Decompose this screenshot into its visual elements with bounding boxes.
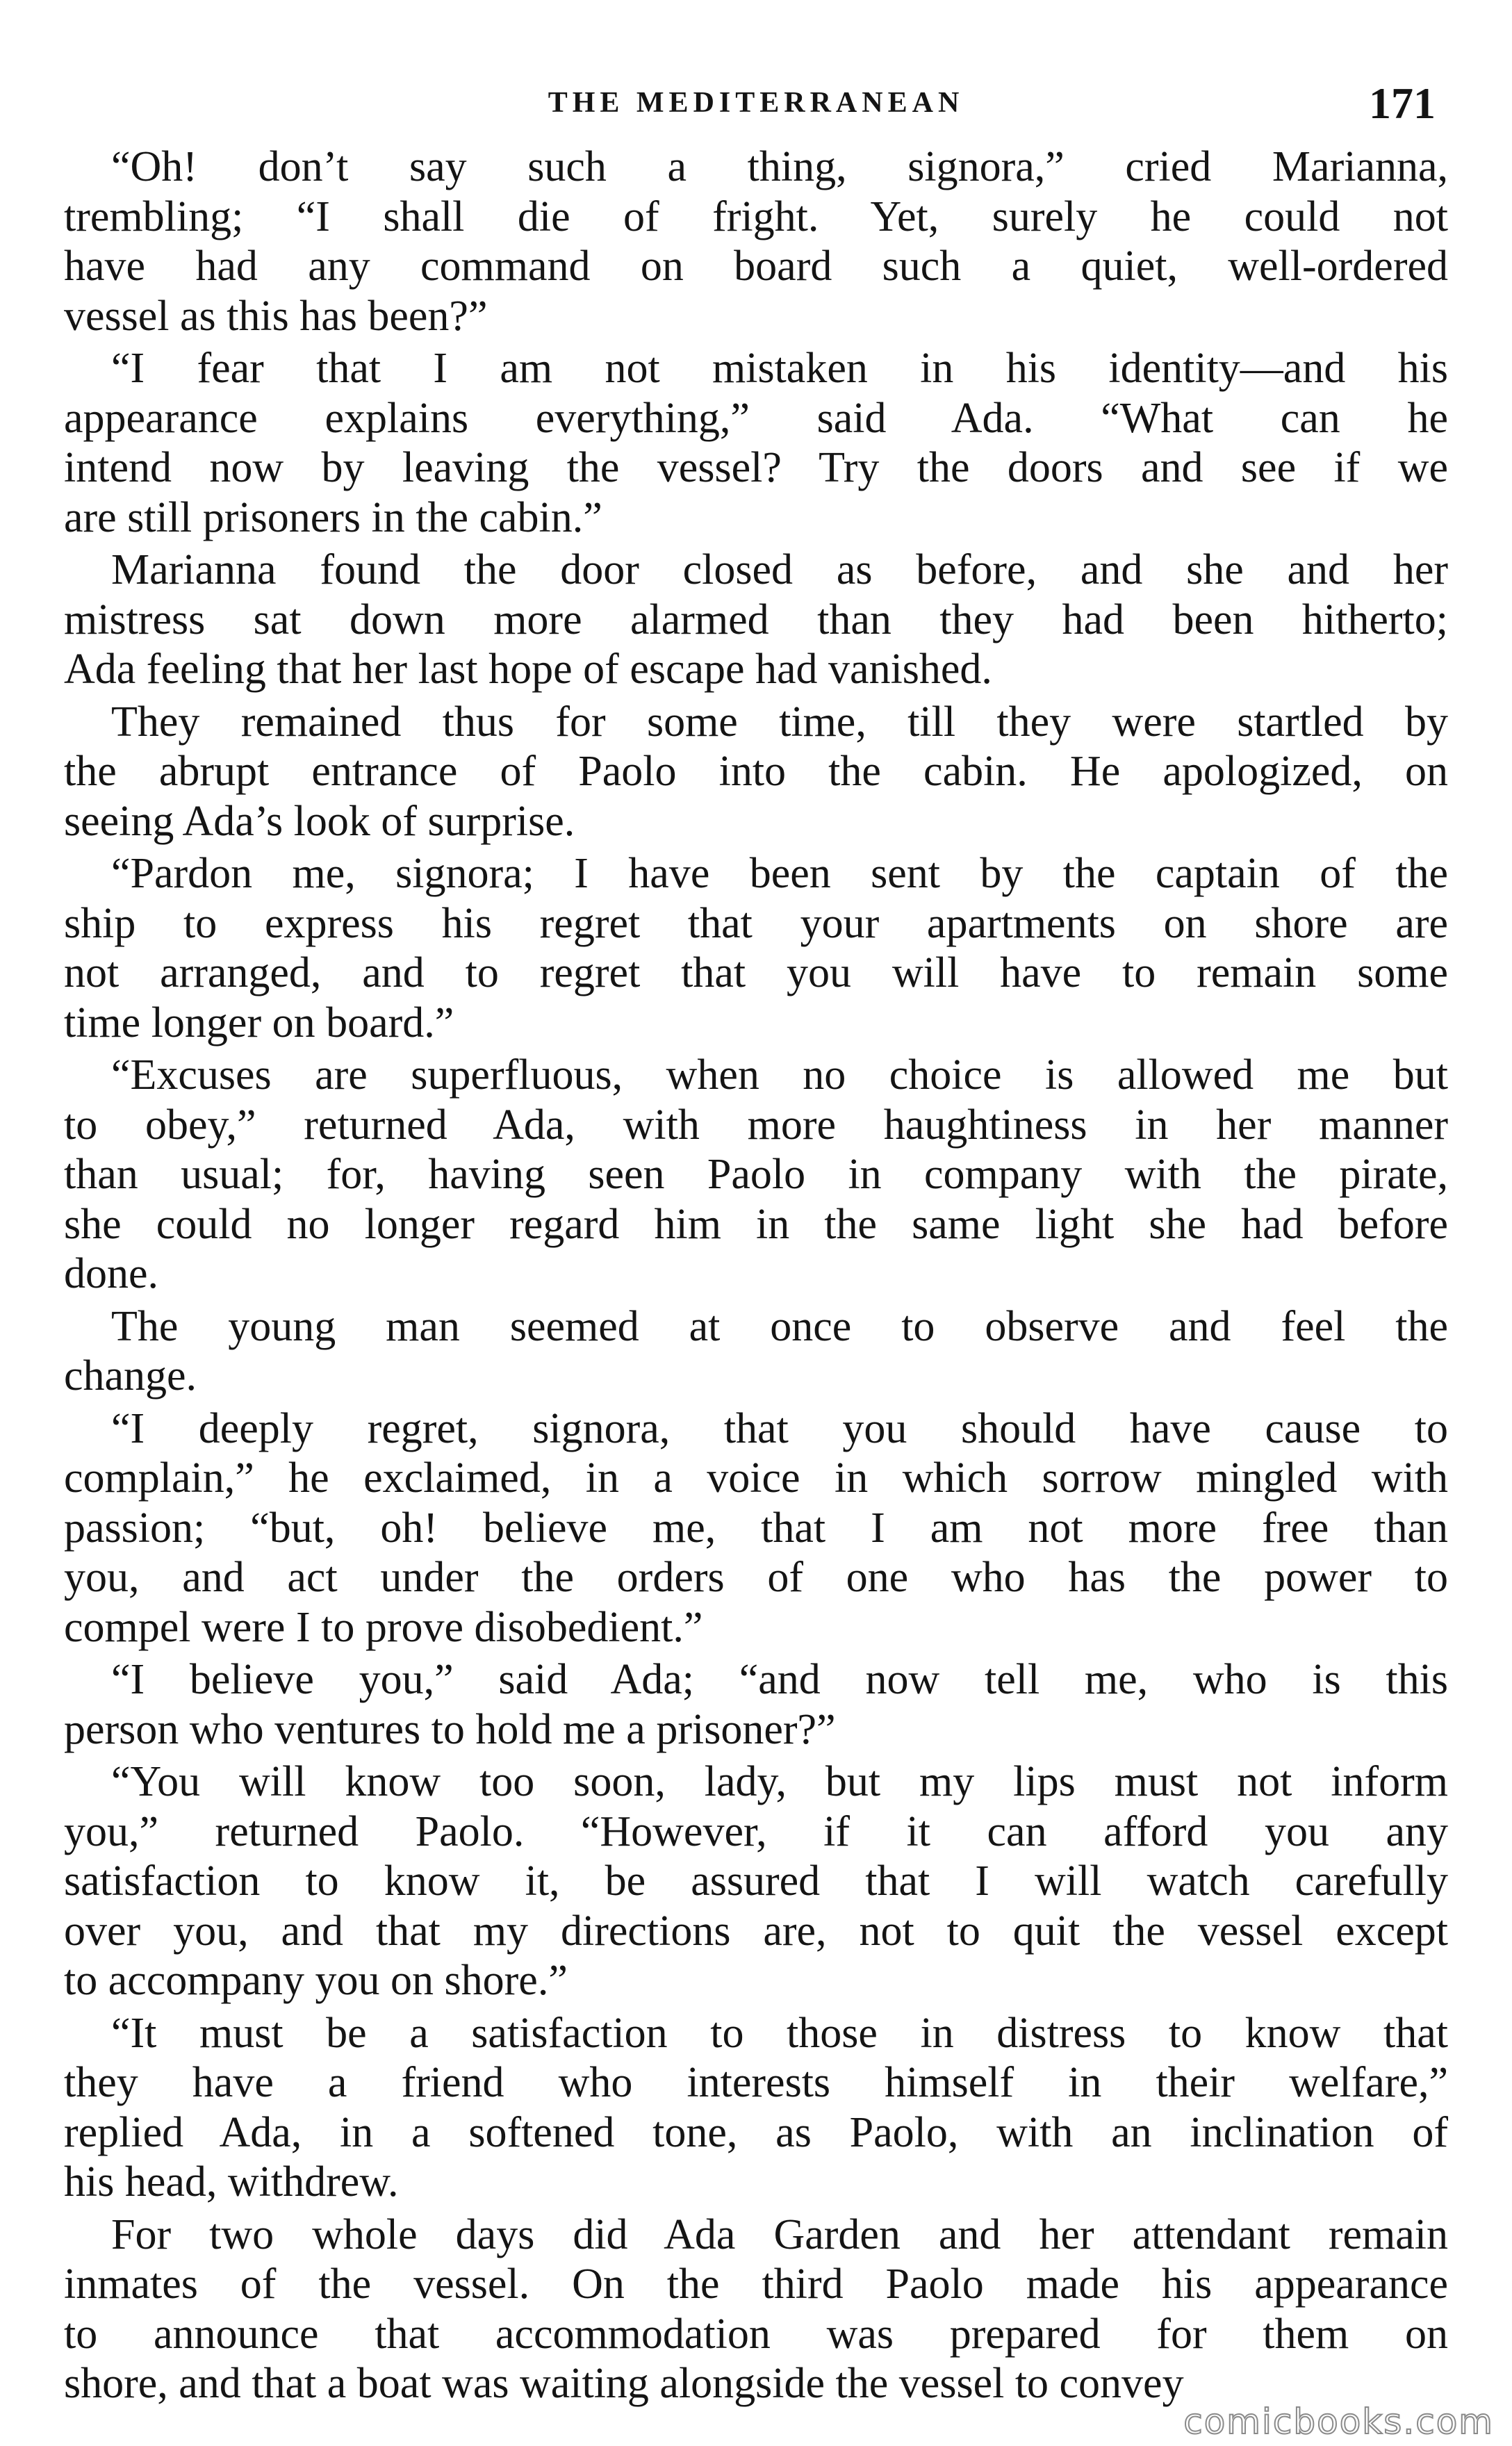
- text-line: the abrupt entrance of Paolo into the cabin. He apologized, on: [64, 748, 1448, 795]
- text-line: seeing Ada’s look of surprise.: [64, 797, 575, 845]
- paragraph: [64, 1757, 1448, 2006]
- paragraph: [64, 849, 1448, 1048]
- text-line: not arranged, and to regret that you will have to remain some: [64, 949, 1448, 996]
- text-line: “I deeply regret, signora, that you should have cause to: [111, 1404, 1448, 1452]
- text-line: you,” returned Paolo. “However, if it can afford you any: [64, 1807, 1448, 1855]
- text-line: Ada feeling that her last hope of escape had vanished.: [64, 646, 992, 693]
- text-line: shore, and that a boat was waiting alongside the vessel to convey: [64, 2360, 1184, 2407]
- text-line: passion; “but, oh! believe me, that I am not more free than: [64, 1504, 1448, 1552]
- text-line: The young man seemed at once to observe and feel the: [111, 1302, 1448, 1350]
- body-text: [64, 142, 1448, 2412]
- text-line: change.: [64, 1352, 197, 1400]
- text-line: “It must be a satisfaction to those in distress to know that: [111, 2009, 1448, 2057]
- page-number: 171: [1369, 79, 1436, 128]
- text-line: “I fear that I am not mistaken in his identity—and his: [111, 345, 1448, 392]
- text-line: inmates of the vessel. On the third Paolo made his appearance: [64, 2260, 1448, 2308]
- watermark: comicbooks.com: [1183, 2402, 1494, 2442]
- text-line: his head, withdrew.: [64, 2158, 399, 2206]
- running-header: [67, 78, 1445, 133]
- paragraph: [64, 1051, 1448, 1299]
- text-line: you, and act under the orders of one who has the power to: [64, 1554, 1448, 1601]
- paragraph: [64, 1302, 1448, 1402]
- text-line: she could no longer regard him in the same light she had before: [64, 1200, 1448, 1248]
- text-line: to accompany you on shore.”: [64, 1957, 568, 2004]
- text-line: compel were I to prove disobedient.”: [64, 1603, 703, 1651]
- text-line: “I believe you,” said Ada; “and now tell me, who is this: [111, 1656, 1448, 1703]
- paragraph: [64, 1655, 1448, 1755]
- text-line: “Excuses are superfluous, when no choice is allowed me but: [111, 1051, 1448, 1099]
- text-line: time longer on board.”: [64, 999, 454, 1046]
- text-line: “Pardon me, signora; I have been sent by the captain of the: [111, 850, 1448, 897]
- paragraph: [64, 545, 1448, 695]
- text-line: For two whole days did Ada Garden and her attendant remain: [111, 2210, 1448, 2258]
- text-line: to obey,” returned Ada, with more haughtiness in her manner: [64, 1101, 1448, 1149]
- text-line: done.: [64, 1250, 159, 1297]
- text-line: satisfaction to know it, be assured that I will watch carefully: [64, 1857, 1448, 1905]
- text-line: intend now by leaving the vessel? Try the doors and see if we: [64, 444, 1448, 491]
- text-line: to announce that accommodation was prepared for them on: [64, 2310, 1448, 2358]
- text-line: Marianna found the door closed as before, and she and her: [111, 546, 1448, 593]
- paragraph: [64, 1404, 1448, 1653]
- paragraph: [64, 698, 1448, 847]
- text-line: vessel as this has been?”: [64, 292, 488, 340]
- text-line: they have a friend who interests himself in their welfare,”: [64, 2059, 1448, 2106]
- paragraph: [64, 2009, 1448, 2208]
- text-line: are still prisoners in the cabin.”: [64, 493, 602, 541]
- running-title: THE MEDITERRANEAN: [548, 87, 964, 119]
- text-line: trembling; “I shall die of fright. Yet, surely he could not: [64, 192, 1448, 240]
- text-line: have had any command on board such a quiet, well-ordered: [64, 243, 1448, 290]
- text-line: complain,” he exclaimed, in a voice in which sorrow mingled with: [64, 1454, 1448, 1502]
- text-line: replied Ada, in a softened tone, as Paolo, with an inclination of: [64, 2108, 1448, 2156]
- paragraph: [64, 142, 1448, 341]
- text-line: ship to express his regret that your apartments on shore are: [64, 899, 1448, 947]
- text-line: appearance explains everything,” said Ada. “What can he: [64, 394, 1448, 442]
- text-line: “You will know too soon, lady, but my lips must not inform: [111, 1758, 1448, 1805]
- paragraph: [64, 2210, 1448, 2409]
- text-line: over you, and that my directions are, not to quit the vessel except: [64, 1907, 1448, 1955]
- text-line: “Oh! don’t say such a thing, signora,” cried Marianna,: [111, 143, 1448, 190]
- paragraph: [64, 344, 1448, 543]
- text-line: They remained thus for some time, till they were startled by: [111, 698, 1448, 746]
- text-line: than usual; for, having seen Paolo in company with the pirate,: [64, 1151, 1448, 1198]
- text-line: mistress sat down more alarmed than they had been hitherto;: [64, 596, 1448, 643]
- text-line: person who ventures to hold me a prisoner?”: [64, 1705, 836, 1753]
